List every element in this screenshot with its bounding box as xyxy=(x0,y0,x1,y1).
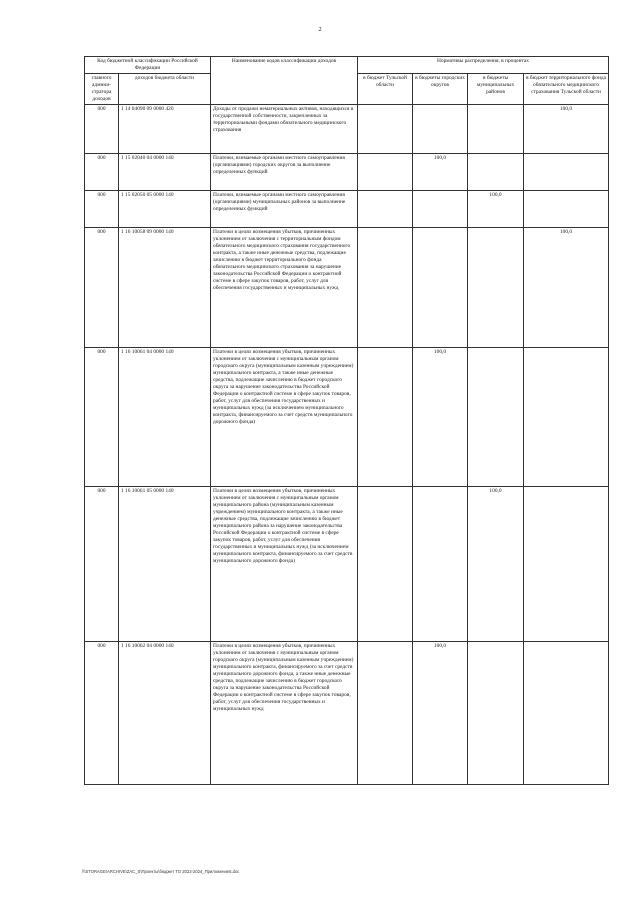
header-admin: главного админи-стратора доходов xyxy=(85,74,119,105)
tula-norm-cell xyxy=(358,642,413,785)
municipal-norm-cell xyxy=(468,348,524,487)
revenue-name-cell: Доходы от продажи нематериальных активов, находящихся в государственной собственности, закрепленных за территориальными фондами обязательного медицинского страхования xyxy=(211,105,358,154)
revenue-code-cell: 1 15 02050 05 0000 140 xyxy=(119,191,211,228)
tfoms-norm-cell: 100,0 xyxy=(524,228,609,348)
revenue-code-cell: 1 16 10058 09 0000 140 xyxy=(119,228,211,348)
tula-norm-cell xyxy=(358,154,413,191)
revenue-code-cell: 1 16 10061 05 0000 140 xyxy=(119,487,211,642)
municipal-norm-cell xyxy=(468,642,524,785)
tula-norm-cell xyxy=(358,348,413,487)
revenue-code-cell: 1 16 10062 04 0000 140 xyxy=(119,642,211,785)
header-municipal-budget: в бюджеты муниципальных районов xyxy=(468,74,524,105)
table-row xyxy=(85,642,609,785)
header-tfoms-budget: в бюджет территориального фонда обязательного медицинского страхования Тульской области xyxy=(524,74,609,105)
revenue-code-cell: 1 14 04090 09 0000 420 xyxy=(119,105,211,154)
urban-norm-cell: 100,0 xyxy=(413,642,468,785)
table-row xyxy=(85,154,609,191)
revenue-code-cell: 1 16 10061 04 0000 140 xyxy=(119,348,211,487)
urban-norm-cell: 100,0 xyxy=(413,348,468,487)
tula-norm-cell xyxy=(358,487,413,642)
header-code-group: Код бюджетной классификации Российской Федерации xyxy=(85,57,211,74)
revenue-code-cell: 1 15 02040 04 0000 140 xyxy=(119,154,211,191)
header-tula-budget: в бюджет Тульской области xyxy=(358,74,413,105)
revenue-name-cell: Платежи, взимаемые органами местного самоуправления (организациями) муниципальных районов за выполнение определенных функций xyxy=(211,191,358,228)
tfoms-norm-cell: 100,0 xyxy=(524,105,609,154)
urban-norm-cell xyxy=(413,487,468,642)
table-row xyxy=(85,348,609,487)
header-revenue-code: доходов бюджета области xyxy=(119,74,211,105)
page-number: 2 xyxy=(318,26,322,33)
tfoms-norm-cell xyxy=(524,154,609,191)
admin-code-cell: 000 xyxy=(85,228,119,348)
admin-code-cell: 000 xyxy=(85,487,119,642)
municipal-norm-cell: 100,0 xyxy=(468,191,524,228)
header-row-top xyxy=(85,57,609,74)
table-row xyxy=(85,487,609,642)
header-urban-budget: в бюджеты городских округов xyxy=(413,74,468,105)
table-row xyxy=(85,228,609,348)
table-row xyxy=(85,105,609,154)
tfoms-norm-cell xyxy=(524,487,609,642)
municipal-norm-cell xyxy=(468,105,524,154)
municipal-norm-cell xyxy=(468,228,524,348)
tfoms-norm-cell xyxy=(524,642,609,785)
tfoms-norm-cell xyxy=(524,191,609,228)
revenue-distribution-table xyxy=(84,56,609,785)
table-row xyxy=(85,191,609,228)
revenue-name-cell: Платежи в целях возмещения убытков, причиненных уклонением от заключения с муниципальным органом городского округа (муниципальным казенным учреждением) муниципального контракта, финансируемого за счет средств муниципального дорожного фонда, а также иные денежные средства, подлежащие зачислению в бюджет городского округа за нарушение законодательства Российской Федерации о контрактной системе в сфере закупок товаров, работ, услуг для обеспечения государственных и муниципальных нужд xyxy=(211,642,358,785)
admin-code-cell: 000 xyxy=(85,348,119,487)
urban-norm-cell xyxy=(413,105,468,154)
municipal-norm-cell xyxy=(468,154,524,191)
municipal-norm-cell: 100,0 xyxy=(468,487,524,642)
admin-code-cell: 000 xyxy=(85,642,119,785)
urban-norm-cell xyxy=(413,228,468,348)
urban-norm-cell xyxy=(413,191,468,228)
admin-code-cell: 000 xyxy=(85,154,119,191)
tula-norm-cell xyxy=(358,228,413,348)
admin-code-cell: 000 xyxy=(85,105,119,154)
tula-norm-cell xyxy=(358,191,413,228)
revenue-name-cell: Платежи в целях возмещения убытков, причиненных уклонением от заключения с муниципальным органом городского округа (муниципальным казенным учреждением) муниципального контракта, а также иные денежные средства, подлежащие зачислению в бюджет городского округа за нарушение законодательства Российской Федерации о контрактной системе в сфере закупок товаров, работ, услуг для обеспечения государственных и муниципальных нужд (за исключением муниципального контракта, финансируемого за счет средств муниципального дорожного фонда) xyxy=(211,348,358,487)
header-name: Наименование кодов классификации доходов xyxy=(211,57,358,105)
document-path-footer: \\\STORAGE\ARCHIVE\ZAC_S\Проекты\бюджет ТО 2022-2024_Приложение5.doc xyxy=(82,869,240,874)
tfoms-norm-cell xyxy=(524,348,609,487)
revenue-name-cell: Платежи, взимаемые органами местного самоуправления (организациями) городских округов за выполнение определенных функций xyxy=(211,154,358,191)
revenue-name-cell: Платежи в целях возмещения убытков, причиненных уклонением от заключения с муниципальным органом муниципального района (муниципальным казенным учреждением) муниципального контракта, а также иные денежные средства, подлежащие зачислению в бюджет муниципального района за нарушение законодательства Российской Федерации о контрактной системе в сфере закупок товаров, работ, услуг для обеспечения государственных и муниципальных нужд (за исключением муниципального контракта, финансируемого за счет средств муниципального дорожного фонда) xyxy=(211,487,358,642)
tula-norm-cell xyxy=(358,105,413,154)
revenue-name-cell: Платежи в целях возмещения убытков, причиненных уклонением от заключения с территориальным фондом обязательного медицинского страхования государственного контракта, а также иные денежные средства, подлежащие зачислению в бюджет территориального фонда обязательного медицинского страхования за нарушение законодательства Российской Федерации о контрактной системе в сфере закупок товаров, работ, услуг для обеспечения государственных и муниципальных нужд xyxy=(211,228,358,348)
urban-norm-cell: 100,0 xyxy=(413,154,468,191)
admin-code-cell: 000 xyxy=(85,191,119,228)
header-norms: Нормативы распределения, в процентах xyxy=(358,57,609,74)
